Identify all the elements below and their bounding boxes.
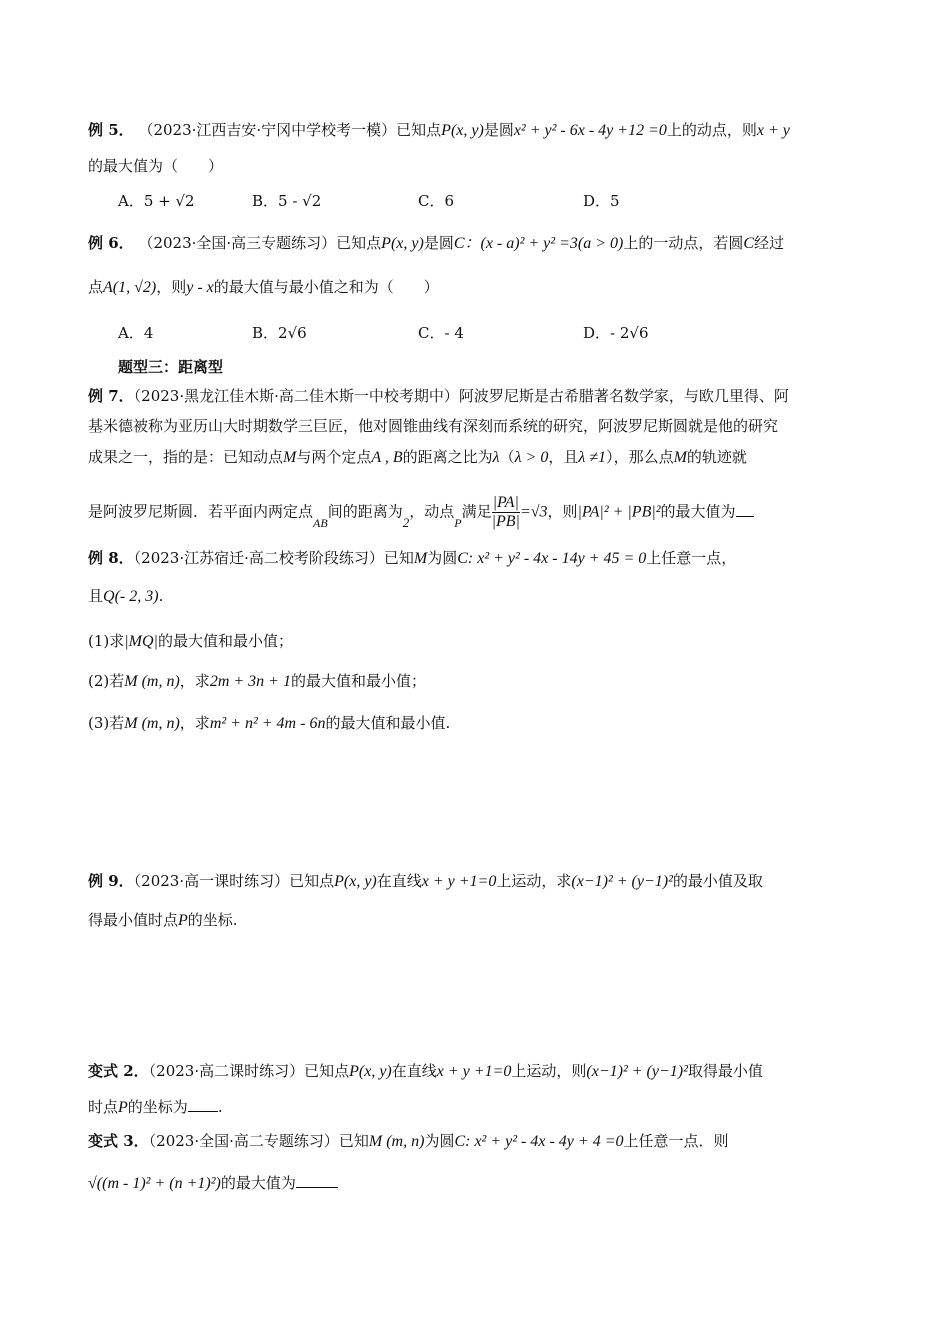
ex5-mid: 是圆	[483, 121, 514, 139]
ex5-line2: 的最大值为（ ）	[88, 157, 224, 175]
ex6-mid2: 上的一动点，若圆	[623, 234, 744, 252]
ex8-q2-expr: 2m + 3n + 1	[209, 673, 291, 690]
ex7-ratio-num: |PA|	[492, 494, 519, 511]
ex7-expr: |PA|² + |PB|²	[577, 503, 661, 521]
ex8-q3c: 的最大值和最小值.	[325, 714, 451, 732]
ex6-option-b: B．2√6	[252, 324, 307, 342]
ex7-line3a: 成果之一，指的是：已知动点	[88, 448, 284, 466]
ex6-point: P(x, y)	[381, 235, 424, 252]
ex9-line1	[88, 870, 868, 893]
var2-line1	[88, 1060, 868, 1083]
ex7-m-2: M	[673, 449, 687, 466]
ex8-q2-m: M (m, n)	[124, 673, 180, 690]
ex8-q3b: ，求	[179, 714, 210, 732]
var2-line2c: .	[217, 1098, 223, 1116]
ex6-point-a: A(1, √2)	[103, 279, 157, 296]
ex5-option-d: D．5	[583, 192, 620, 210]
ex9-p: P	[178, 912, 188, 929]
ex7-m: M	[283, 449, 297, 466]
ex6-line2b: ，则	[156, 278, 187, 296]
section-heading: 题型三：距离型	[118, 358, 224, 376]
ex6-circle: C	[453, 235, 465, 252]
var3-line2b: 的最大值为	[220, 1174, 296, 1192]
ex7-p: P	[454, 515, 462, 530]
ex5-option-c: C．6	[418, 192, 455, 210]
ex6-line1	[88, 232, 868, 255]
ex8-line1b: 为圆	[427, 549, 458, 567]
ex9-line2b: 的坐标.	[187, 911, 238, 929]
ex7-line4d: 满足	[461, 502, 492, 521]
ex8-line2b: .	[158, 587, 164, 605]
ex8-label: 例 8．	[88, 549, 134, 567]
ex6-line2a: 点	[88, 278, 104, 296]
var2-label: 变式 2．	[88, 1062, 149, 1080]
ex6-source: （2023·全国·高三专题练习）已知点	[138, 234, 382, 252]
ex9-point: P(x, y)	[334, 873, 377, 890]
var3-line1c: 上任意一点．则	[623, 1132, 729, 1150]
var2-line1a: （2023·高二课时练习）已知点	[148, 1062, 350, 1080]
var3-expr: √((m - 1)² + (n +1)²)	[88, 1175, 221, 1192]
ex7-cond2: λ ≠1	[578, 449, 607, 466]
ex8-q1a: (1)求	[88, 632, 125, 650]
ex5-option-a: A．5 + √2	[118, 192, 195, 210]
ex8-q3a: (3)若	[88, 714, 125, 732]
ex7-fraction	[492, 494, 520, 531]
ex7-ratio-val: =√3	[519, 503, 548, 521]
ex5-point: P(x, y)	[441, 122, 484, 139]
ex8-q3-m: M (m, n)	[124, 715, 180, 732]
ex7-line3c: 的距离之比为	[402, 448, 493, 466]
var3-line2	[88, 1172, 868, 1195]
ex9-line1b: 在直线	[376, 872, 422, 890]
var3-line1a: （2023·全国·高二专题练习）已知	[148, 1132, 369, 1150]
var2-line1c: 上运动，则	[511, 1062, 587, 1080]
ex9-label: 例 9．	[88, 872, 134, 890]
ex8-m: M	[413, 550, 428, 567]
ex8-line2	[88, 585, 868, 608]
ex8-q1-expr: |MQ|	[124, 633, 158, 650]
ex7-line3f: ），那么点	[606, 448, 674, 466]
ex6-label: 例 6．	[88, 234, 134, 252]
ex7-line4c: ，动点	[409, 502, 455, 521]
ex6-tail: 经过	[754, 234, 785, 252]
ex9-line-eq: x + y +1=0	[421, 873, 497, 890]
ex7-line4	[88, 494, 868, 531]
ex5-source: （2023·江西吉安·宁冈中学校考一模）已知点	[138, 121, 442, 139]
var3-answer-blank[interactable]	[296, 1173, 338, 1188]
var3-m: M (m, n)	[368, 1133, 425, 1150]
ex5-equation: x² + y² - 6x - 4y +12 =0	[513, 122, 667, 139]
ex6-equation: ：(x - a)² + y² =3(a > 0)	[464, 235, 624, 252]
ex8-q2c: 的最大值和最小值；	[290, 672, 426, 690]
ex6-option-c: C．- 4	[418, 324, 464, 342]
ex7-ratio-den: |PB|	[491, 513, 520, 530]
ex7-a: A	[313, 515, 321, 530]
ex7-line4f: 的最大值为	[660, 502, 736, 521]
ex6-option-d: D．- 2√6	[583, 324, 649, 342]
ex7-line3	[88, 446, 868, 469]
ex6-circle-2: C	[743, 235, 755, 252]
var3-line1	[88, 1130, 868, 1153]
ex7-line4e: ，则	[547, 502, 578, 521]
ex8-line1a: （2023·江苏宿迁·高二校考阶段练习）已知	[133, 549, 414, 567]
ex9-line2a: 得最小值时点	[88, 911, 179, 929]
ex5-option-b: B．5 - √2	[252, 192, 322, 210]
var3-equation: C: x² + y² - 4x - 4y + 4 =0	[454, 1133, 624, 1150]
ex7-answer-blank[interactable]	[736, 502, 754, 517]
ex7-line4a: 是阿波罗尼斯圆．若平面内两定点	[88, 502, 314, 521]
ex8-q3	[88, 712, 868, 735]
ex7-line2: 基米德被称为亚历山大时期数学三巨匠，他对圆锥曲线有深刻而系统的研究，阿波罗尼斯圆就是他的研究	[88, 417, 779, 435]
ex8-q3-expr: m² + n² + 4m - 6n	[209, 715, 326, 732]
ex6-option-a: A．4	[118, 324, 154, 342]
ex7-lambda: λ	[492, 449, 500, 466]
var2-answer-blank[interactable]	[188, 1097, 218, 1112]
ex8-q1b: 的最大值和最小值；	[157, 632, 293, 650]
ex6-expr: y - x	[186, 279, 214, 296]
ex7-line3g: 的轨迹就	[686, 448, 747, 466]
ex8-line2a: 且	[88, 587, 104, 605]
ex7-cond1: λ > 0	[514, 449, 549, 466]
ex5-label: 例 5．	[88, 121, 134, 139]
ex7-dist: 2	[402, 514, 410, 530]
ex6-line2c: 的最大值与最小值之和为（ ）	[213, 278, 439, 296]
ex8-equation: C: x² + y² - 4x - 14y + 45 = 0	[457, 550, 647, 567]
var3-label: 变式 3．	[88, 1132, 149, 1150]
var2-point: P(x, y)	[349, 1063, 392, 1080]
ex8-q: Q(- 2, 3)	[103, 588, 159, 605]
var2-line1b: 在直线	[391, 1062, 437, 1080]
ex5-tail: 上的动点，则	[666, 121, 757, 139]
var2-line-eq: x + y +1=0	[436, 1063, 512, 1080]
ex9-line1d: 的最小值及取	[672, 872, 763, 890]
ex8-q2	[88, 670, 868, 693]
ex7-b: B	[320, 515, 328, 530]
ex7-line3e: ，且	[548, 448, 579, 466]
ex7-ab: A , B	[371, 449, 403, 466]
var3-line1b: 为圆	[424, 1132, 455, 1150]
ex8-q1	[88, 630, 868, 653]
ex5-expr: x + y	[756, 122, 790, 139]
ex7-label: 例 7．	[88, 387, 134, 405]
ex7-line1	[88, 385, 868, 407]
ex7-line4b: 间的距离为	[327, 502, 403, 521]
ex6-line2	[88, 276, 868, 299]
ex7-line3d: （	[499, 448, 515, 466]
var2-expr: (x−1)² + (y−1)²	[586, 1063, 688, 1080]
ex7-line3b: 与两个定点	[296, 448, 372, 466]
ex7-line1-text: （2023·黑龙江佳木斯·高二佳木斯一中校考期中）阿波罗尼斯是古希腊著名数学家，与欧几里得、阿	[133, 387, 789, 405]
ex8-q2b: ，求	[179, 672, 210, 690]
var2-p: P	[118, 1099, 128, 1116]
var2-line1d: 取得最小值	[687, 1062, 763, 1080]
ex5-line1	[88, 119, 868, 142]
var2-line2a: 时点	[88, 1098, 119, 1116]
ex8-q2a: (2)若	[88, 672, 125, 690]
ex8-line1	[88, 547, 868, 570]
var2-line2b: 的坐标为	[127, 1098, 188, 1116]
ex8-line1c: 上任意一点，	[646, 549, 737, 567]
ex9-line1a: （2023·高一课时练习）已知点	[133, 872, 335, 890]
var2-line2	[88, 1096, 868, 1119]
ex9-expr: (x−1)² + (y−1)²	[571, 873, 673, 890]
ex6-mid1: 是圆	[423, 234, 454, 252]
ex9-line1c: 上运动，求	[496, 872, 572, 890]
ex9-line2	[88, 909, 868, 932]
